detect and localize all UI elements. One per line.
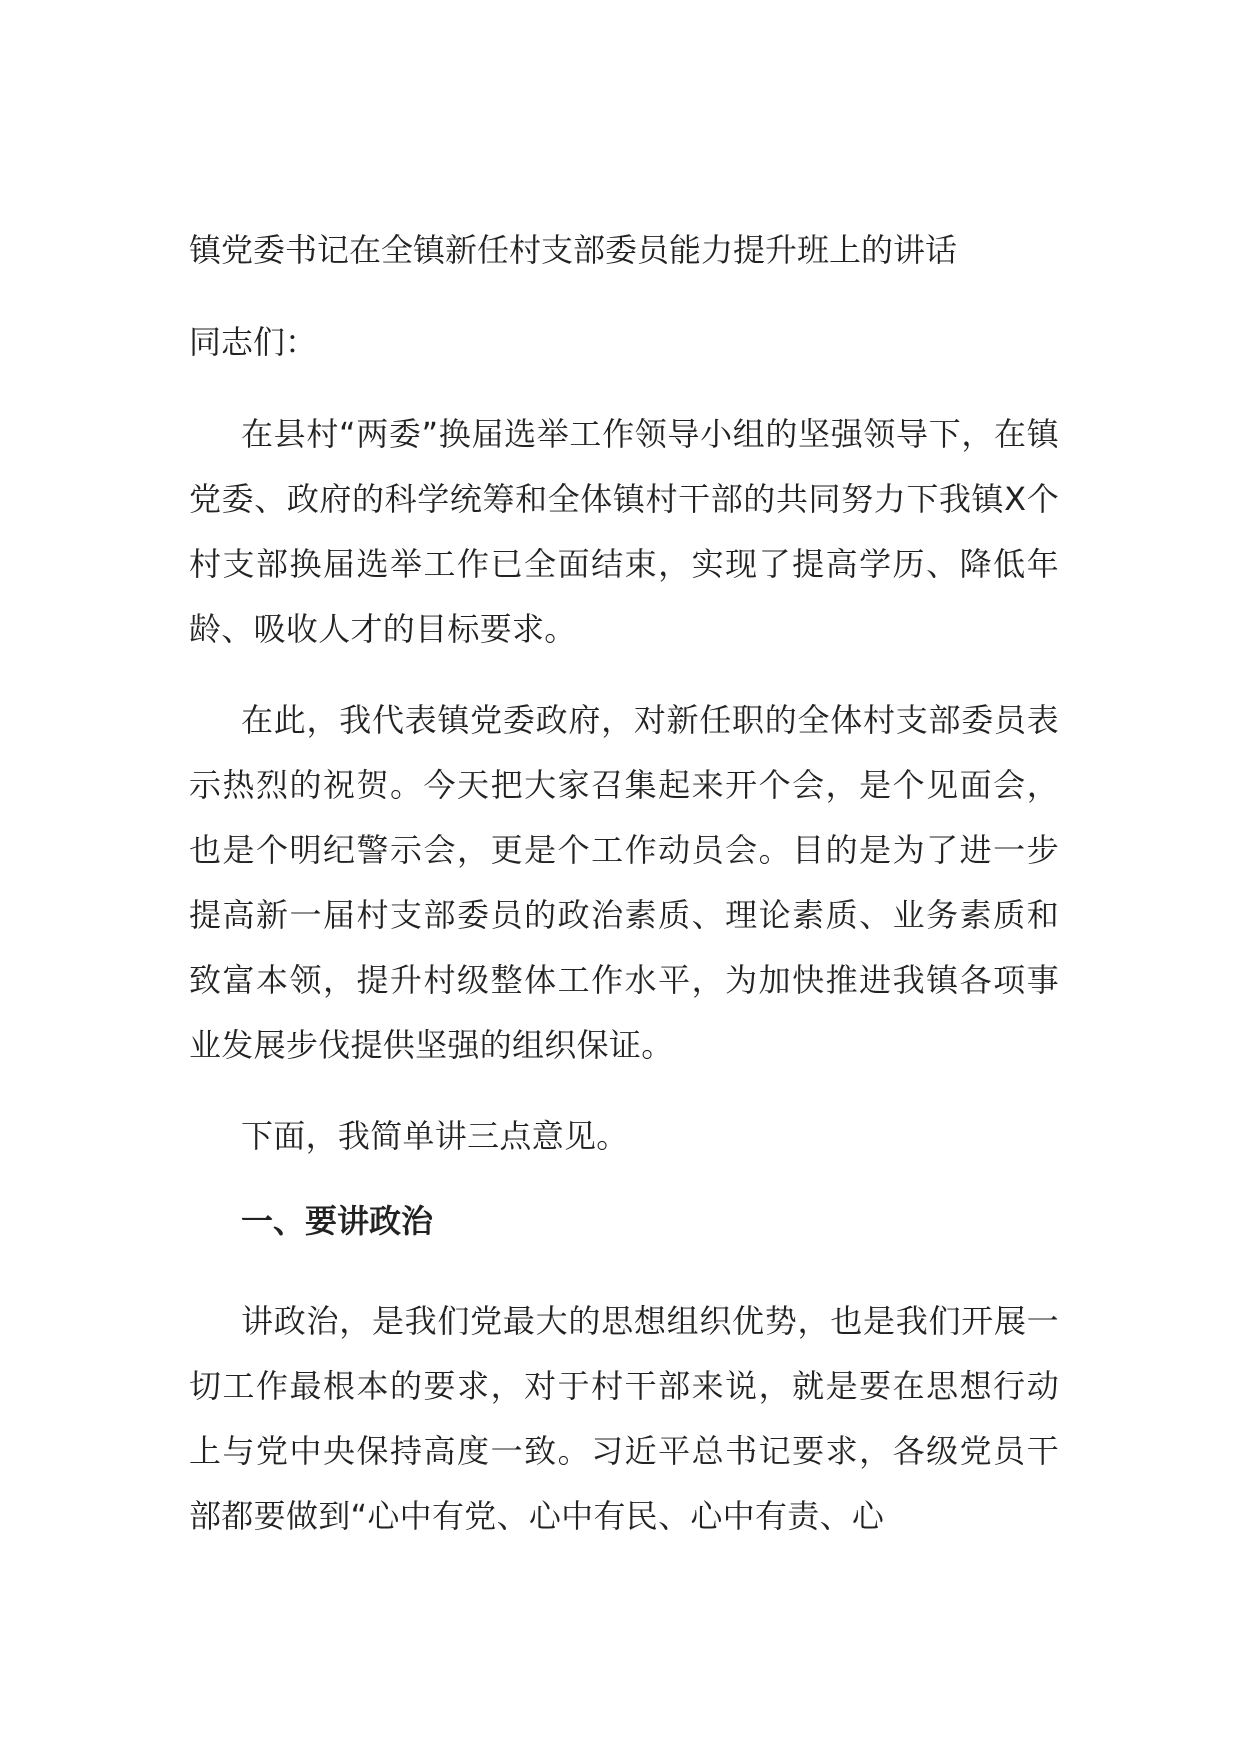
paragraph-3: 下面，我简单讲三点意见。 xyxy=(241,1117,629,1155)
paragraph-2: 在此，我代表镇党委政府，对新任职的全体村支部委员表示热烈的祝贺。今天把大家召集起来开个会，是个见面会，也是个明纪警示会，更是个工作动员会。目的是为了进一步提高新一届村支部委员的政治素质、理论素质、业务素质和致富本领，提升村级整体工作水平，为加快推进我镇各项事业发展步伐提供坚强的组织保证。 xyxy=(189,701,1059,1064)
section-paragraph: 讲政治，是我们党最大的思想组织优势，也是我们开展一切工作最根本的要求，对于村干部来说，就是要在思想行动上与党中央保持高度一致。习近平总书记要求，各级党员干部都要做到“心中有党、心中有民、心中有责、心 xyxy=(189,1302,1059,1535)
section-heading: 一、要讲政治 xyxy=(241,1202,434,1240)
greeting: 同志们： xyxy=(189,323,318,361)
document-title: 镇党委书记在全镇新任村支部委员能力提升班上的讲话 xyxy=(189,231,958,269)
paragraph-1: 在县村“两委”换届选举工作领导小组的坚强领导下，在镇党委、政府的科学统筹和全体镇村干部的共同努力下我镇X个村支部换届选举工作已全面结束，实现了提高学历、降低年龄、吸收人才的目标要求。 xyxy=(189,415,1059,648)
